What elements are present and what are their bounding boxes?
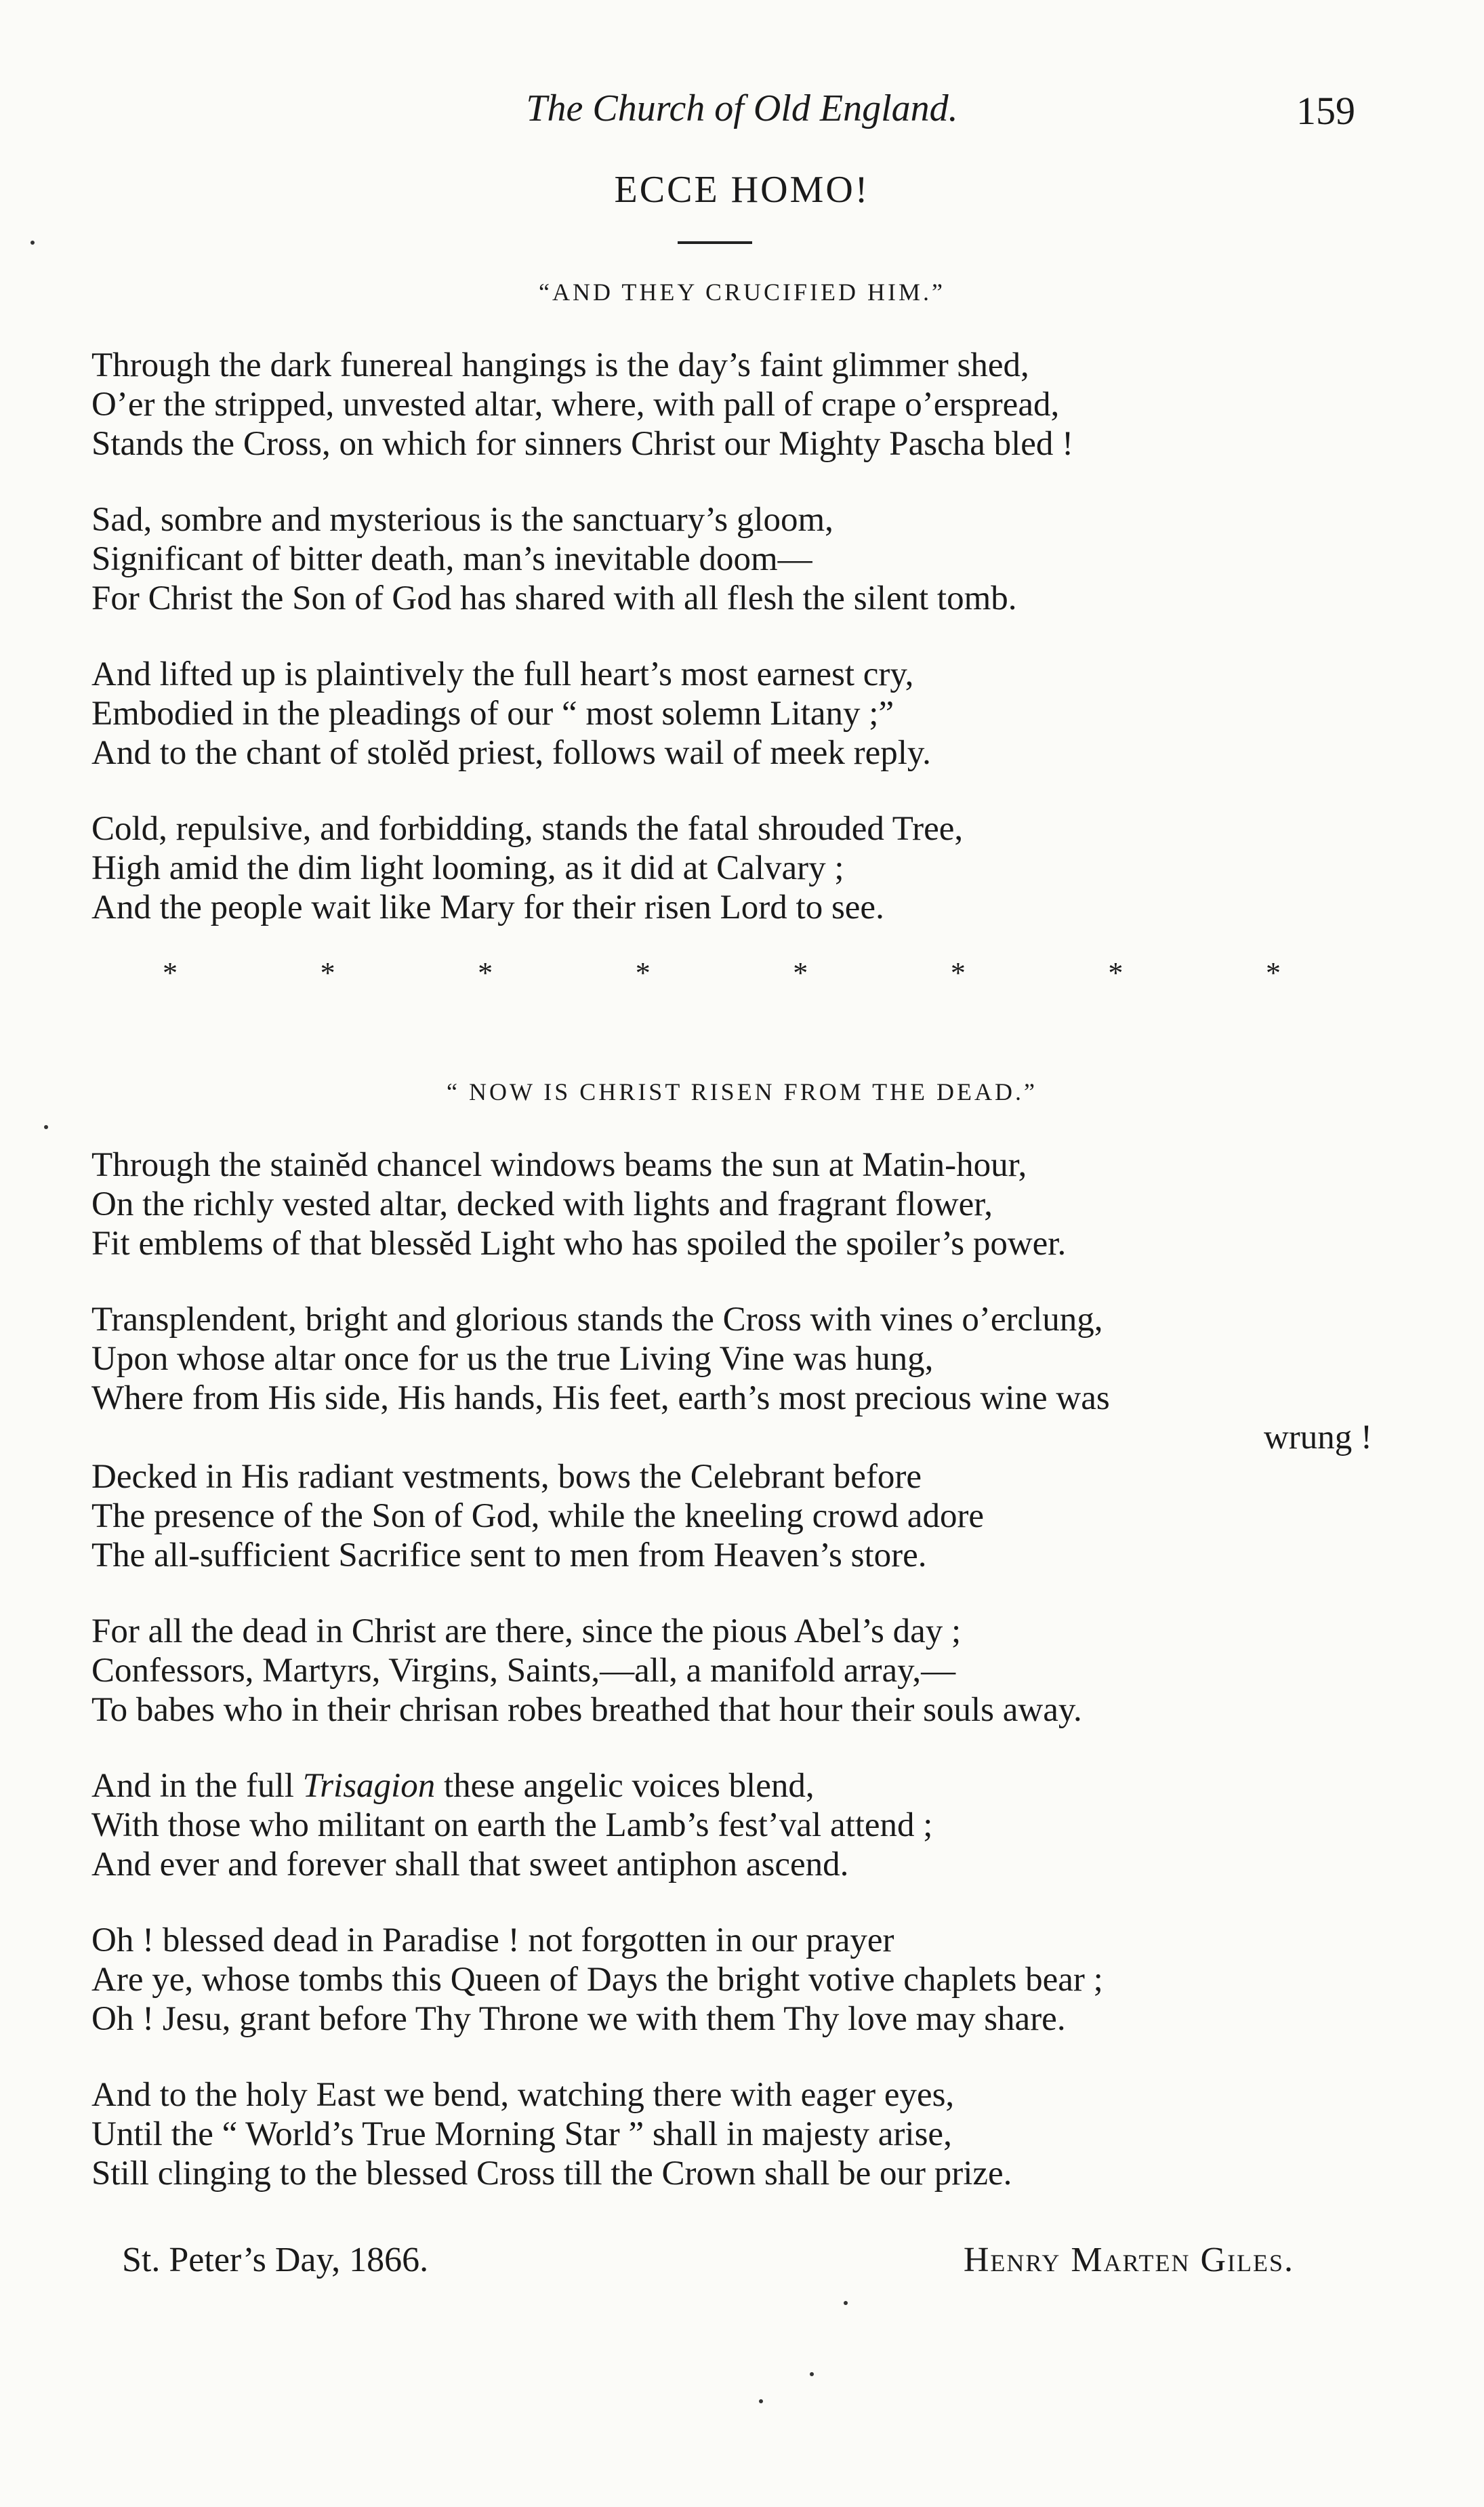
section-break-asterisks [163, 956, 1281, 990]
stanza [91, 1921, 1399, 2039]
verse-line: Confessors, Martyrs, Virgins, Saints,—all, a manifold array,— [91, 1652, 956, 1690]
title-rule [678, 241, 752, 244]
part-two-stanzas [91, 1145, 1399, 2230]
stanza [91, 2075, 1399, 2193]
verse-line: Still clinging to the blessed Cross till the Crown shall be our prize. [91, 2155, 1012, 2193]
verse-line: Transplendent, bright and glorious stands the Cross with vines o’erclung, [91, 1301, 1103, 1339]
verse-line: High amid the dim light looming, as it did at Calvary ; [91, 849, 844, 887]
verse-line: And to the holy East we bend, watching there with eager eyes, [91, 2076, 955, 2114]
verse-line: Embodied in the pleadings of our “ most solemn Litany ;” [91, 695, 894, 733]
asterisk: * [163, 956, 178, 990]
stanza [91, 1300, 1399, 1575]
asterisk: * [793, 956, 808, 990]
verse-line: Are ye, whose tombs this Queen of Days the bright votive chaplets bear ; [91, 1961, 1103, 1999]
verse-line: And to the chant of stolĕd priest, follows wail of meek reply. [91, 734, 931, 772]
verse-line: Upon whose altar once for us the true Living Vine was hung, [91, 1340, 934, 1378]
ink-speck [44, 1125, 48, 1129]
verse-line [91, 1766, 1399, 1806]
italic-word: Trisagion [302, 1767, 436, 1805]
verse-line: Decked in His radiant vestments, bows the Celebrant before [91, 1458, 922, 1496]
verse-line: And the people wait like Mary for their risen Lord to see. [91, 889, 884, 926]
verse-line: Where from His side, His hands, His feet, earth’s most precious wine was [91, 1379, 1110, 1417]
asterisk: * [320, 956, 335, 990]
verse-line: On the richly vested altar, decked with lights and fragrant flower, [91, 1185, 993, 1223]
stanza [91, 809, 1399, 927]
verse-line: Fit emblems of that blessĕd Light who has spoiled the spoiler’s power. [91, 1225, 1067, 1263]
verse-text: these angelic voices blend, [435, 1767, 815, 1805]
ink-speck [759, 2399, 763, 2403]
verse-line: For all the dead in Christ are there, since the pious Abel’s day ; [91, 1612, 962, 1650]
ink-speck [810, 2372, 814, 2376]
verse-line: For Christ the Son of God has shared with all flesh the silent tomb. [91, 579, 1017, 617]
verse-line: Through the dark funereal hangings is the day’s faint glimmer shed, [91, 346, 1029, 384]
stanza [91, 1766, 1399, 1884]
verse-line: And ever and forever shall that sweet antiphon ascend. [91, 1846, 849, 1883]
ink-speck [30, 241, 35, 245]
verse-line: Cold, repulsive, and forbidding, stands the fatal shrouded Tree, [91, 810, 964, 848]
stanza [91, 500, 1399, 618]
epigraph-risen: “ NOW IS CHRIST RISEN FROM THE DEAD.” [446, 1078, 1038, 1105]
stanza [91, 346, 1399, 464]
author-name: Henry Marten Giles. [963, 2241, 1294, 2279]
ink-speck [844, 2301, 848, 2305]
verse-line: With those who militant on earth the Lamb’s fest’val attend ; [91, 1806, 933, 1844]
verse-line: Oh ! blessed dead in Paradise ! not forgotten in our prayer [91, 1921, 894, 1959]
verse-line: The presence of the Son of God, while the kneeling crowd adore [91, 1497, 985, 1535]
verse-line: Significant of bitter death, man’s inevitable doom— [91, 540, 812, 578]
epigraph-crucified: “AND THEY CRUCIFIED HIM.” [539, 279, 945, 306]
asterisk: * [478, 956, 493, 990]
verse-line: And lifted up is plaintively the full heart’s most earnest cry, [91, 655, 914, 693]
asterisk: * [1265, 956, 1281, 990]
verse-line: Sad, sombre and mysterious is the sanctuary’s gloom, [91, 501, 833, 539]
verse-line: Oh ! Jesu, grant before Thy Throne we with them Thy love may share. [91, 2000, 1066, 2038]
signoff [122, 2240, 1294, 2280]
verse-line: Stands the Cross, on which for sinners Christ our Mighty Pascha bled ! [91, 425, 1074, 463]
date-line: St. Peter’s Day, 1866. [122, 2241, 429, 2279]
verse-line: Until the “ World’s True Morning Star ” shall in majesty arise, [91, 2115, 952, 2153]
stanza [91, 1612, 1399, 1730]
verse-line: O’er the stripped, unvested altar, where, with pall of crape o’erspread, [91, 386, 1060, 424]
verse-line: To babes who in their chrisan robes breathed that hour their souls away. [91, 1691, 1082, 1729]
running-head: The Church of Old England. [526, 87, 958, 129]
poem-title: ECCE HOMO! [614, 169, 870, 211]
stanza [91, 1145, 1399, 1263]
verse-line-turnover: wrung ! [1263, 1419, 1372, 1456]
verse-line: The all-sufficient Sacrifice sent to men from Heaven’s store. [91, 1536, 927, 1574]
asterisk: * [950, 956, 966, 990]
page-number: 159 [1296, 89, 1355, 133]
verse-line: Through the stainĕd chancel windows beams the sun at Matin-hour, [91, 1146, 1027, 1184]
part-one-stanzas [91, 346, 1399, 964]
stanza [91, 655, 1399, 773]
verse-text: And in the full [91, 1767, 294, 1805]
asterisk: * [635, 956, 651, 990]
asterisk: * [1108, 956, 1124, 990]
